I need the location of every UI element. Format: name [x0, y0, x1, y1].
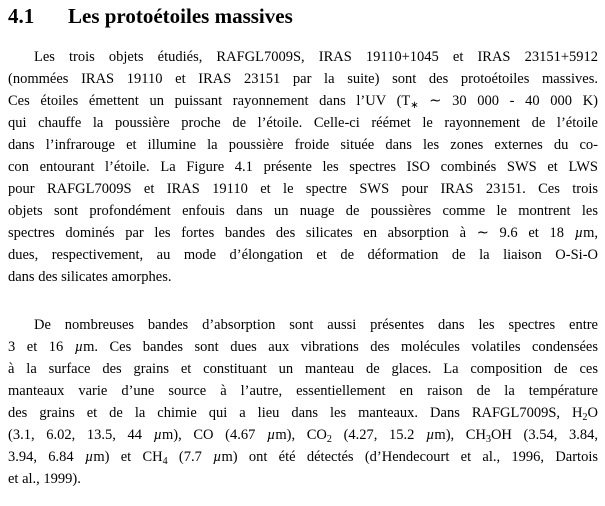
text-run: O — [587, 405, 598, 421]
text-line — [8, 46, 598, 68]
text-line — [8, 402, 598, 424]
text-run: ∼ 30 000 - 40 000 K) — [418, 93, 598, 109]
text-line — [8, 266, 598, 288]
text-line — [8, 380, 598, 402]
text-run: dans des silicates amorphes. — [8, 269, 172, 285]
italic-symbol: µ — [267, 427, 276, 443]
paragraph — [8, 314, 598, 490]
text-line — [8, 90, 598, 112]
italic-symbol: µ — [574, 225, 584, 241]
text-line — [8, 178, 598, 200]
text-line — [8, 222, 598, 244]
subscript: ∗ — [410, 100, 419, 111]
text-run: con entourant l’étoile. La Figure 4.1 présente les spectres ISO combinés SWS et LWS — [8, 159, 598, 175]
text-run: à la surface des grains et constituant un manteau de glaces. La composition de ces — [8, 361, 598, 377]
text-run: Les trois objets étudiés, RAFGL7009S, IRAS 19110+1045 et IRAS 23151+5912 — [34, 49, 598, 65]
text-run: (4.27, 15.2 — [331, 427, 427, 443]
italic-symbol: µ — [84, 449, 94, 465]
subscript: 2 — [582, 412, 588, 423]
text-run: manteaux varie d’une source à l’autre, essentiellement en raison de la température — [8, 383, 598, 399]
paragraph — [8, 46, 598, 288]
text-run: m) ont été détectés (d’Hendecourt et al., 1996, Dartois — [221, 449, 599, 465]
italic-symbol: µ — [153, 427, 163, 443]
text-line — [8, 200, 598, 222]
text-run: et al., 1999). — [8, 471, 81, 487]
text-line — [8, 314, 598, 336]
text-line — [8, 468, 598, 490]
text-run: spectres dominés par les fortes bandes des silicates en absorption à ∼ 9.6 et 18 — [8, 225, 575, 241]
text-run: 3.94, 6.84 — [8, 449, 85, 465]
text-run: De nombreuses bandes d’absorption sont aussi présentes dans les spectres entre — [34, 317, 598, 333]
text-line — [8, 446, 598, 468]
text-run: dans l’infrarouge et illumine la poussière froide située dans les zones externes du co- — [8, 137, 598, 153]
text-run: 3 et 16 — [8, 339, 75, 355]
text-line — [8, 358, 598, 380]
subscript: 2 — [326, 434, 332, 445]
text-run: qui chauffe la poussière proche de l’étoile. Celle-ci réémet le rayonnement de l’étoile — [8, 115, 598, 131]
text-line — [8, 336, 598, 358]
text-line — [8, 68, 598, 90]
text-run: Ces étoiles émettent un puissant rayonnement dans l’UV (T — [8, 93, 411, 109]
italic-symbol: µ — [213, 449, 222, 465]
text-run: (7.7 — [167, 449, 214, 465]
subscript: 3 — [485, 434, 491, 445]
text-run: m), CO (4.67 — [162, 427, 268, 443]
text-run: objets sont profondément enfouis dans un nuage de poussières comme le montrent les — [8, 203, 598, 219]
text-line — [8, 134, 598, 156]
section-number: 4.1 — [8, 4, 35, 28]
italic-symbol: µ — [74, 339, 84, 355]
section-heading — [8, 3, 293, 29]
text-run: m), CH — [434, 427, 486, 443]
text-run: pour RAFGL7009S et IRAS 19110 et le spectre SWS pour IRAS 23151. Ces trois — [8, 181, 598, 197]
text-run: (nommées IRAS 19110 et IRAS 23151 par la suite) sont des protoétoiles massives. — [8, 71, 598, 87]
text-run: des grains et de la chimie qui a lieu dans les manteaux. Dans RAFGL7009S, H — [8, 405, 583, 421]
text-run: m, — [583, 225, 598, 241]
italic-symbol: µ — [426, 427, 435, 443]
subscript: 4 — [162, 456, 168, 467]
text-run: m. Ces bandes sont dues aux vibrations des molécules volatiles condensées — [83, 339, 598, 355]
text-run: m), CO — [275, 427, 327, 443]
text-run: (3.1, 6.02, 13.5, 44 — [8, 427, 154, 443]
text-line — [8, 424, 598, 446]
text-run: dues, respectivement, au mode d’élongation et de déformation de la liaison O-Si-O — [8, 247, 598, 263]
document-body — [8, 46, 598, 490]
text-line — [8, 112, 598, 134]
text-run: m) et CH — [93, 449, 163, 465]
text-line — [8, 156, 598, 178]
section-title: Les protoétoiles massives — [68, 4, 293, 28]
text-line — [8, 244, 598, 266]
text-run: OH (3.54, 3.84, — [490, 427, 599, 443]
